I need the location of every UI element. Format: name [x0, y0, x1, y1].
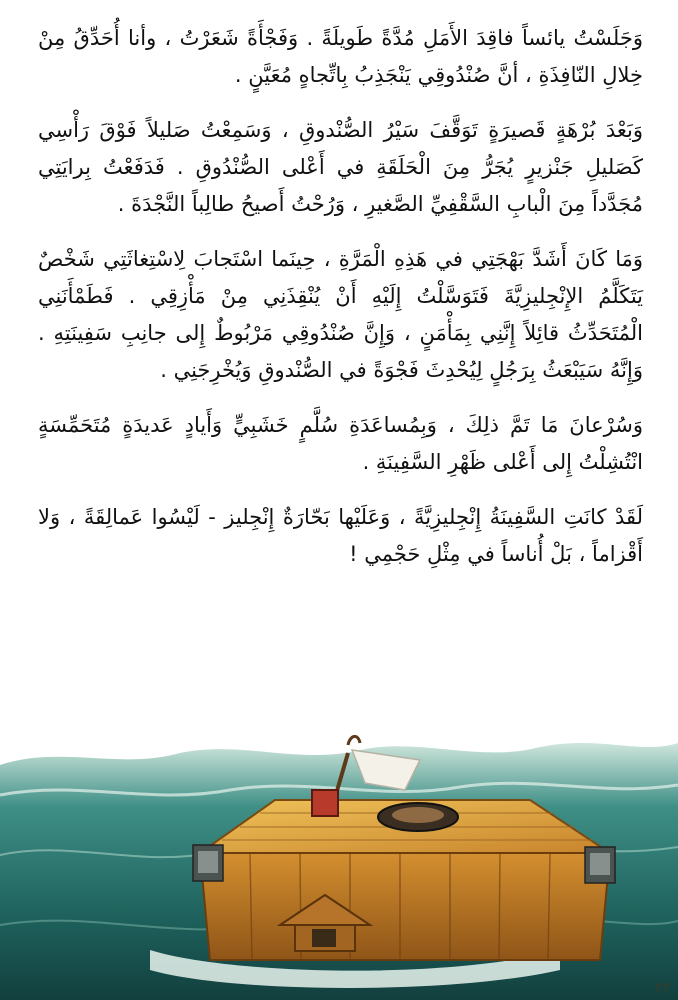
paragraph-2: وَبَعْدَ بُرْهَةٍ قَصيرَةٍ تَوَقَّفَ سَيْرُ الصُّنْدوقِ ، وَسَمِعْتُ صَليلاً فَوْقَ رَأْسِي كَصَليلِ جَنْزيرٍ يُجَرُّ مِنَ الْحَلَقَةِ في أَعْلى الصُّنْدُوقِ . فَدَفَعْتُ بِرايَتِي مُجَدَّداً مِنَ الْبابِ السَّقْفِيِّ الصَّغيرِ ، وَرُحْتُ أَصيحُ طالِباً النَّجْدَةَ . — [38, 118, 643, 216]
paragraph-1: وَجَلَسْتُ يائساً فاقِدَ الأَمَلِ مُدَّةً طَويلَةً . وَفَجْأَةً شَعَرْتُ ، وأنا أُحَدِّقُ مِنْ خِلالِ النّافِذَةِ ، أنَّ صُنْدُوقِي يَنْجَذِبُ بِاتِّجاهٍ مُعَيَّنٍ . — [38, 26, 643, 87]
story-text — [38, 20, 643, 591]
floating-box-illustration — [0, 735, 678, 1000]
paragraph-5: لَقَدْ كانَتِ السَّفِينَةُ إِنْجِليزِيَّةً ، وَعَلَيْها بَحّارَةٌ إِنْجِليز - لَيْسُوا عَمالِقَةً ، وَلا أَقْزاماً ، بَلْ أُناساً في مِثْلِ حَجْمِي ! — [38, 505, 643, 566]
paragraph-3: وَمَا كَانَ أَشَدَّ بَهْجَتِي في هَذِهِ الْمَرَّةِ ، حِينَما اسْتَجابَ لِاسْتِغاثَتِي شَخْصٌ يَتَكَلَّمُ الإِنْجِليزِيَّةَ فَتَوَسَّلْتُ إِلَيْهِ أَنْ يُنْقِذَنِي مِنْ مَأْزِقِي . فَطَمْأَنَنِي الْمُتَحَدِّثُ قائِلاً إِنَّنِي بِمَأْمَنٍ ، وَإِنَّ صُنْدُوقِي مَرْبُوطٌ إِلى جانِبِ سَفِينَتِهِ . وَإِنَّهُ سَيَبْعَثُ بِرَجُلٍ لِيُحْدِثَ فَجْوَةً في الصُّنْدوقِ وَيُخْرِجَنِي . — [38, 247, 643, 382]
paragraph-4: وَسُرْعانَ مَا تَمَّ ذلِكَ ، وَبِمُساعَدَةِ سُلَّمٍ خَشَبِيٍّ وَأَيادٍ عَديدَةٍ مُتَحَمِّسَةٍ انْتُشِلْتُ إِلى أَعْلى ظَهْرِ السَّفِينَةِ . — [38, 413, 643, 474]
page-number: ٢٢ — [654, 979, 670, 995]
